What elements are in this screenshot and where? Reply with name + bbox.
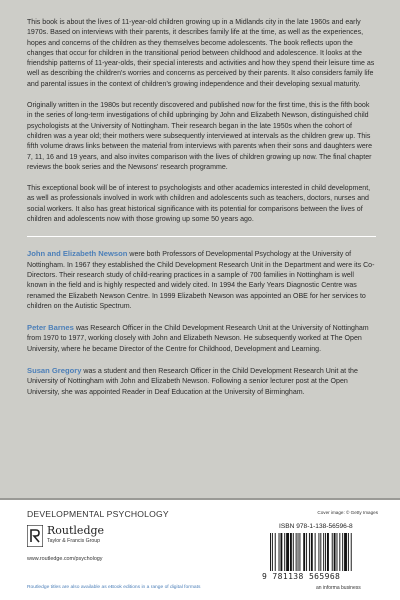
barcode-bar [272,533,273,571]
barcode-digits: 9 781138 565968 [262,572,341,581]
footer-divider [0,498,400,500]
barcode-bar [337,533,338,571]
series-label: DEVELOPMENTAL PSYCHOLOGY [27,509,169,519]
author-bio [27,323,376,355]
publisher-url[interactable]: www.routledge.com/psychology [27,556,103,562]
description-paragraph: Originally written in the 1980s but recently discovered and published now for the first time, this is the fifth book in the series of long-term investigations of child upbringing by John and Elizabeth Newson, distinguished child psychologists at the University of Nottingham. Their research began in the late 1950s when the cohort of children was a year old; their mothers were subsequently interviewed at intervals as the children grew up. This fifth volume draws links between the material from interviews with parents when their sons and daughters were 7, 11, 16 and 19 years, and also invites comparison with the lives of children growing up now. The final chapter reviews the book series and the Newsons' research programme. [27,102,373,171]
barcode-bar [284,533,285,571]
barcode-bar [275,533,276,571]
barcode-bar [339,533,340,571]
author-bio-text: were both Professors of Developmental Psychology at the University of Nottingham. In 1967 they established the Child Development Research Unit in the Department and were its Co-Directors. Their research study of child-rearing practices in a sample of 700 families in Nottingham is well known in the field and is highly respected and widely cited. In 1994 the Early Years Diagnostic Centre was renamed the Elizabeth Newson Centre. In 1999 Elizabeth Newson was appointed an OBE for her services to children on the Autistic Spectrum. [27,251,375,310]
barcode-bar [299,533,300,571]
barcode-bar [296,533,297,571]
barcode-bar [323,533,324,571]
barcode-bar [320,533,321,571]
barcode-bar [344,533,347,571]
barcode-bar [342,533,343,571]
barcode-bar [318,533,319,571]
author-name: Peter Barnes [27,323,74,333]
ebook-note: Routledge titles are also available as eBook editions in a range of digital formats [27,585,201,590]
barcode-bar [309,533,310,571]
description-paragraph: This book is about the lives of 11-year-old children growing up in a Midlands city in the late 1960s and early 1970s. Based on interviews with their parents, it describes family life at the time, as well as the experiences, hopes and concerns of the children as they themselves become adolescents. The book reflects upon the changes that occur for children in the transitional period between childhood and adolescence. It looks at the friendship patterns of 11-year-olds, their special interests and activities and how they spend their leisure time as well as describing the children's worries and concerns as perceived by their parents. It also considers family life and parental issues in the context of children's growing independence and their developing sexual maturity. [27,19,375,88]
barcode-bar [325,533,326,571]
barcode-bar [303,533,305,571]
barcode-bar [334,533,336,571]
author-bio [27,249,376,312]
barcode-bar [332,533,333,571]
author-name: John and Elizabeth Newson [27,249,128,259]
barcode-bar [306,533,307,571]
cover-credit: Cover image: © Getty Images [317,510,378,515]
barcode-bar [286,533,289,571]
divider [27,236,376,237]
imprint-label: an informa business [316,585,361,591]
barcode-icon [270,533,382,571]
publisher-name: Routledge [47,524,105,537]
barcode-bar [298,533,299,571]
author-bio-text: was a student and then Research Officer in the Child Development Research Unit at the University of Nottingham with John and Elizabeth Newson. Following a senior lecturer post at the Open University, she was appointed Reader in Deaf Education at the University of Birmingham. [27,368,358,396]
barcode-bar [279,533,280,571]
author-name: Susan Gregory [27,366,82,376]
author-bio [27,366,376,398]
barcode-bar [293,533,294,571]
barcode-bar [311,533,313,571]
barcode-bar [270,533,271,571]
barcode-bar [280,533,282,571]
barcode-bar [327,533,329,571]
routledge-logo-icon [27,525,43,547]
barcode-bar [351,533,352,571]
barcode-bar [315,533,316,571]
barcode-bar [290,533,292,571]
description-paragraph: This exceptional book will be of interest to psychologists and other academics interested in child development, as well as professionals involved in work with children and adolescents such as teachers, doctors, nurses and social workers. It also has great historical significance with its potential for comparisons between the lives of children and adolescents now with those growing up some 50 years ago. [27,185,371,224]
footer-band [0,498,400,600]
isbn-label: ISBN 978-1-138-56596-8 [279,523,353,530]
author-bio-text: was Research Officer in the Child Development Research Unit at the University of Nottingham from 1970 to 1977, working closely with John and Elizabeth Newson. He subsequently worked at The Open University, where he became Director of the Centre for Childhood, Development and Learning. [27,325,369,353]
publisher-subtitle: Taylor & Francis Group [47,538,101,544]
barcode-bar [348,533,349,571]
